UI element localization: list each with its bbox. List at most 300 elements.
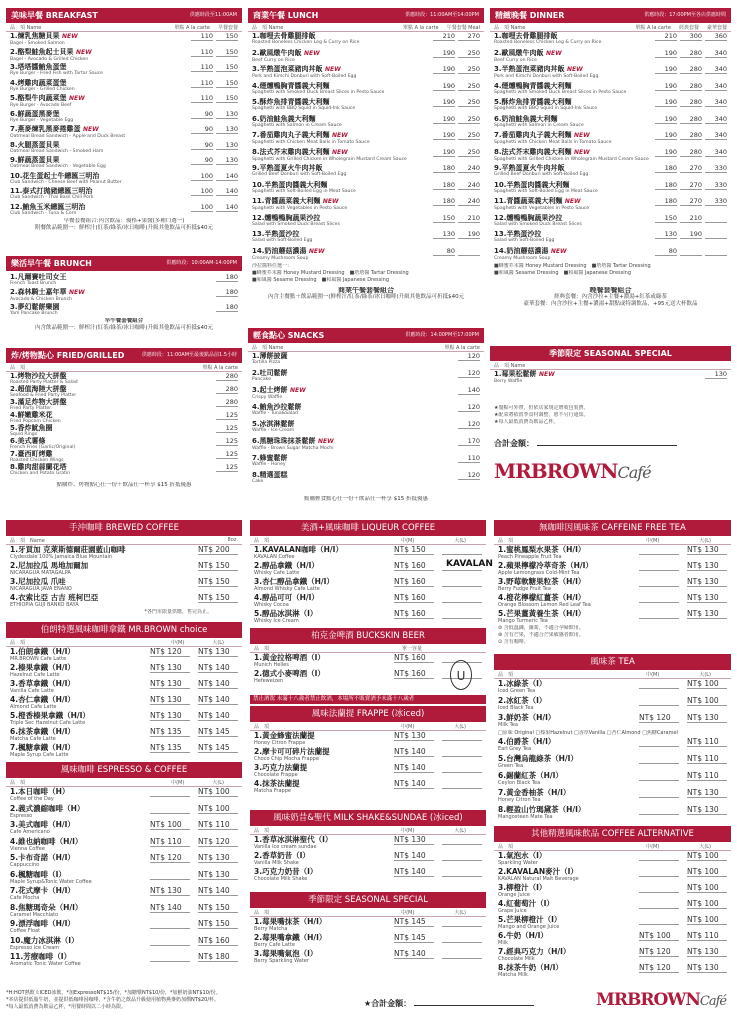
price-m: NT$ 140 <box>150 903 190 913</box>
drink-item <box>494 713 731 730</box>
drink-name: 3.巧克力法蘭提 <box>254 763 308 772</box>
col-l: 大(L) <box>454 724 466 730</box>
item-english: Salad with Soft-Boiled Egg <box>252 238 313 243</box>
drinks-logo <box>596 990 726 1010</box>
menu-item <box>490 115 731 132</box>
price-b: 250 <box>458 98 480 107</box>
item-name: 6.奶油鮭魚義大利麵 <box>252 114 316 123</box>
price-l: NT$ 180 <box>198 952 238 962</box>
item-name: 4.鮪魚沙拉鬆餅 <box>252 403 302 411</box>
item-name: 7.番茄雞肉丸子義大利麵 NEW <box>252 131 348 139</box>
price-l: NT$ 140 <box>198 886 238 896</box>
price-l: NT$ 140 <box>198 679 238 689</box>
espresso-section <box>6 762 242 969</box>
price-m: NT$ 130 <box>150 695 190 705</box>
kavalan-logo: KAVALAN <box>446 559 493 569</box>
menu-item <box>6 273 242 288</box>
item-name: 3.夢幻鬆餅樂園 <box>10 303 60 311</box>
brunch-note: 供應時段：10:00AM-14:00PM <box>166 260 237 266</box>
food-total <box>490 438 731 449</box>
drink-item <box>494 883 731 899</box>
item-prices <box>655 82 727 91</box>
item-prices <box>705 370 727 379</box>
item-prices <box>191 110 238 119</box>
price-m: NT$ 100 <box>150 820 190 830</box>
item-prices <box>191 141 238 150</box>
price-l <box>442 609 482 619</box>
menu-item <box>6 203 242 219</box>
drink-item <box>250 949 486 965</box>
drink-name: 10.魔力冰淇淋（I） <box>10 935 79 945</box>
item-prices <box>655 49 727 58</box>
price-m: NT$ 145 <box>394 917 434 927</box>
drink-name: 5.芒果柳橙汁（I） <box>498 915 562 924</box>
col-item: 品 項 <box>10 780 26 786</box>
price-a: 190 <box>433 98 455 107</box>
price-l <box>442 933 482 943</box>
drink-prices <box>639 737 727 747</box>
col-a: 單點 A la carte <box>174 25 210 31</box>
dinner-combo <box>490 287 731 308</box>
item-prices <box>216 398 238 407</box>
price-l <box>442 731 482 741</box>
drink-name: 2.香草奶昔（I） <box>254 851 310 860</box>
price-l: NT$ 110 <box>687 754 727 764</box>
drink-name: 1.莓果嘴抹茶（H/I） <box>254 917 327 926</box>
drink-english: Berry Fudge Fruit Tea <box>498 586 551 592</box>
drink-english: Triple Sec Hazelnut Cafe Latte <box>10 720 86 726</box>
choice-title: 伯朗特選風味咖啡拿鐵 MR.BROWN choice <box>40 625 208 635</box>
price-m: NT$ 160 <box>394 609 434 619</box>
price-m: NT$ 120 <box>150 853 190 863</box>
item-english: Spaghetti with Soft-Boiled Egg in Meat Sauce <box>252 188 356 194</box>
drink-name: 1.氣泡水（I） <box>498 851 547 860</box>
drink-prices <box>394 763 482 773</box>
item-english: Spaghetti with Salmon in Cream Sauce <box>494 122 584 128</box>
choice-colhead <box>6 638 242 647</box>
price-a: 110 <box>191 79 213 88</box>
col-l: 大(L) <box>212 780 224 786</box>
menu-item <box>248 454 484 471</box>
price-m: NT$ 130 <box>150 679 190 689</box>
price-a: 125 <box>216 437 238 446</box>
price-b: 280 <box>680 49 702 58</box>
item-name: 7.番茄雞肉丸子義大利麵 NEW <box>494 131 590 139</box>
item-english: Spaghetti with Grilled Chicken in Wholegrain Mustard Cream Sauce <box>252 156 407 162</box>
price-m: NT$ 140 <box>394 747 434 757</box>
drinks-logo-sub: Café <box>699 994 727 1009</box>
price-m: NT$ 160 <box>394 669 434 679</box>
menu-item <box>6 187 242 203</box>
item-english: Beef Curry on Rice <box>494 57 537 63</box>
item-prices <box>433 98 480 107</box>
price-b: 250 <box>458 49 480 58</box>
drinks-column-3 <box>494 520 731 990</box>
beer-colhead <box>250 644 486 653</box>
item-name: 11.泰式打拋豬總匯三明治 <box>10 187 93 195</box>
drink-name: 11.芳療咖啡（I） <box>10 952 72 961</box>
fried-section <box>6 348 242 489</box>
drink-english: Almond Whisky Cafe Latte <box>254 586 320 592</box>
item-name: 11.青醬蔬菜義大利麵 NEW <box>494 197 581 205</box>
drink-item <box>250 747 486 763</box>
frappe-header <box>250 706 486 722</box>
price-l: NT$ 130 <box>687 545 727 555</box>
espresso-colhead <box>6 778 242 787</box>
drinks-total-field[interactable] <box>414 1005 534 1006</box>
price-l <box>442 747 482 757</box>
drink-name: 8.輕盈山竹瑪黛茶（H/I） <box>498 805 586 814</box>
new-badge: NEW <box>317 438 334 445</box>
item-prices <box>433 131 480 140</box>
item-english: Rye Burger - Grilled Chicken <box>10 86 75 92</box>
price-a: 180 <box>655 164 677 173</box>
new-badge: NEW <box>68 289 85 296</box>
caffeinefree-legend-1 <box>494 625 731 632</box>
item-name: 12.燻鴨鴨胸蔬果沙拉 <box>252 213 321 222</box>
drink-item <box>6 804 242 821</box>
drink-prices <box>639 771 727 781</box>
lunch-list <box>248 32 484 263</box>
legend-1-text: 含低溫鍊，蘿蔔，不適合孕婦飲用。 <box>503 625 584 631</box>
drink-item <box>494 867 731 883</box>
drink-english: Iced Black Tea <box>498 705 534 711</box>
item-name: 1.煉乳焦糖貝果 NEW <box>10 32 78 40</box>
food-logo-sub: Café <box>617 463 651 482</box>
menu-item <box>6 424 242 437</box>
drink-name: 2.尼加拉瓜 馬地加爾加 <box>10 561 89 570</box>
price-l: NT$ 110 <box>687 931 727 941</box>
item-name: 12.燻鴨鴨胸蔬果沙拉 <box>494 213 563 222</box>
price-l: NT$ 150 <box>198 903 238 913</box>
seasonal-food-title: 季節限定 SEASONAL SPECIAL <box>549 349 672 358</box>
seasonal-food-header <box>490 346 731 361</box>
price-m: NT$ 130 <box>150 886 190 896</box>
liqueur-section <box>250 520 493 625</box>
drink-item <box>6 561 242 577</box>
col-l: 大(L) <box>699 844 711 850</box>
price-a: 125 <box>216 411 238 420</box>
drink-item <box>494 963 731 979</box>
drink-item <box>250 593 486 609</box>
fried-footer: 點購炸、烤物點心任一份＋飲品任一杯享 $15 折抵優惠 <box>56 482 192 488</box>
price-l: NT$ 100 <box>687 915 727 925</box>
menu-item <box>248 98 484 115</box>
menu-item <box>6 385 242 398</box>
drink-name: 4.伯爵茶（H/I） <box>498 737 556 746</box>
price-b: 150 <box>216 48 238 57</box>
breakfast-title: 美味早餐 BREAKFAST <box>11 11 98 20</box>
price-a: 125 <box>216 424 238 433</box>
drink-english: Matcha Frappe <box>254 788 291 794</box>
item-english: Roasted Party Platter & Salad <box>10 380 78 385</box>
drink-item <box>494 679 731 696</box>
price-a: 130 <box>433 230 455 239</box>
drink-item <box>250 577 486 593</box>
drink-prices <box>639 754 727 764</box>
shake-colhead <box>250 826 486 835</box>
col-b: 午餐套餐 Meal <box>446 25 480 31</box>
drink-english: Whisky Cocoa <box>254 602 289 608</box>
item-prices <box>655 230 727 239</box>
price-m <box>150 804 190 814</box>
item-prices <box>433 148 480 157</box>
price-m <box>639 593 679 603</box>
drink-name: 1.蜜桃鳳梨水果茶（H/I） <box>498 545 586 554</box>
item-english: French Toast Brunch <box>10 281 57 286</box>
price-b: 150 <box>216 79 238 88</box>
lunch-dressing-2: ■和風醬 Sesame Dressing ■和風醬 Japanese Dressing <box>252 277 390 283</box>
drink-prices <box>198 545 238 555</box>
price-m: NT$ 120 <box>639 947 679 957</box>
dinner-dressing-1: ■蜂蜜芥末醬 Honey Mustard Dressing ■塔塔醬 Tartar Dressing <box>494 263 651 269</box>
menu-item <box>248 164 484 181</box>
drink-name: 4.紅葡萄汁（I） <box>498 899 554 908</box>
drink-english: Hazelnut Cafe Latte <box>10 672 60 678</box>
food-total-field[interactable] <box>537 445 677 446</box>
item-english: Club Sandwich - Thai Basil Chili Pork <box>10 195 94 200</box>
drink-item <box>250 933 486 949</box>
drinks-menu <box>6 520 731 1020</box>
price-a: 190 <box>655 98 677 107</box>
drink-english: NICARAGUA MATAGALPA <box>10 570 71 576</box>
drink-english: Vanilla Cafe Latte <box>10 688 54 694</box>
drink-prices <box>639 577 727 587</box>
drink-english: Almond Cafe Latte <box>10 704 57 710</box>
price-l: NT$ 120 <box>198 837 238 847</box>
price-l <box>442 949 482 959</box>
item-prices <box>216 411 238 420</box>
price-l: NT$ 130 <box>198 853 238 863</box>
price-a: 210 <box>655 32 677 41</box>
drink-name: 5.卡布奇諾（H/I） <box>10 853 75 862</box>
drink-english: KAVALAN Coffee <box>254 554 295 560</box>
col-m: 中(M) <box>646 844 660 850</box>
item-prices <box>191 203 238 212</box>
item-prices <box>216 372 238 381</box>
item-prices <box>458 386 480 395</box>
item-name: 14.奶油蘑菇濃湯 NEW <box>494 246 567 255</box>
new-badge: NEW <box>289 387 306 394</box>
drink-prices <box>639 679 727 689</box>
item-prices <box>458 403 480 412</box>
item-name: 8.法式芥末雞肉義大利麵 NEW <box>494 147 590 156</box>
col-a: 單點 A la carte <box>403 25 439 31</box>
drink-name: 4.橙花檸檬紅薑茶（H/I） <box>498 593 586 602</box>
price-a: 100 <box>191 172 213 181</box>
liqueur-colhead <box>250 536 486 545</box>
drink-name: 2.KAVALAN麥汁（I） <box>498 867 578 876</box>
price-a: 190 <box>433 65 455 74</box>
lunch-title: 商業午餐 LUNCH <box>253 11 319 20</box>
menu-item <box>248 181 484 198</box>
drink-name: 6.錫蘭紅茶（H/I） <box>498 771 563 780</box>
drink-prices <box>639 931 727 941</box>
price-a: 190 <box>433 49 455 58</box>
drink-prices <box>150 711 238 721</box>
drink-prices <box>150 952 238 962</box>
seasonal-food-colhead <box>490 361 731 370</box>
brunch-list <box>6 271 242 318</box>
liqueur-header <box>250 520 486 536</box>
drink-prices <box>150 820 238 830</box>
price-c: 340 <box>705 98 727 107</box>
item-prices <box>458 352 480 361</box>
price-b: 190 <box>458 230 480 239</box>
price-a: 90 <box>191 156 213 165</box>
menu-item <box>248 197 484 214</box>
drink-name: 1.黃金蜂蜜法蘭提 <box>254 731 315 740</box>
item-name: 5.酥炸魚排青醬義大利麵 <box>494 98 572 106</box>
drink-name: 1.牙買加 克萊斯德爾莊園藍山咖啡 <box>10 545 126 554</box>
brunch-footer-1: 早午餐套餐組合 <box>104 318 144 324</box>
item-prices <box>655 181 727 190</box>
footnote-1: *H:HOT熱飲 I:ICED冰飲。*加ExpressoNT$15/份，*加糖漿NT$10/份，*加鮮奶油NT$10/份。 <box>6 990 221 996</box>
price-a: 110 <box>191 63 213 72</box>
menu-item <box>248 471 484 488</box>
new-badge: NEW <box>324 66 341 73</box>
drink-name: 3.鮮奶茶（H/I） <box>498 713 556 722</box>
drink-item <box>6 919 242 936</box>
drink-english: Peach Pineapple Fruit Tea <box>498 554 562 560</box>
price-c: 340 <box>705 148 727 157</box>
item-prices <box>458 454 480 463</box>
item-english: Squid Rings <box>10 432 38 437</box>
seasonal-drink-section <box>250 892 486 965</box>
item-prices <box>191 94 238 103</box>
item-english: Club Sandwich - Cheese Beef with Peanut Butter <box>10 179 122 185</box>
item-english: Spaghetti with Chicken Meat Balls in Tomato Sauce <box>494 140 612 145</box>
menu-item <box>6 94 242 110</box>
price-l <box>442 917 482 927</box>
frappe-section <box>250 706 486 795</box>
menu-item <box>6 63 242 79</box>
price-b: 240 <box>458 164 480 173</box>
price-b <box>680 247 702 256</box>
drink-item <box>494 931 731 947</box>
item-english: Spaghetti with Salmon in Cream Sauce <box>252 122 342 128</box>
food-logo <box>490 459 731 483</box>
drink-english: Whisky Ice Cream <box>254 618 299 624</box>
col-l: 大(L) <box>699 672 711 678</box>
drink-english: Mango and Orange Juice <box>498 924 560 930</box>
price-l: NT$ 130 <box>198 870 238 880</box>
drink-name: 3.尼加拉瓜 爪哇 <box>10 577 66 586</box>
menu-item <box>248 420 484 437</box>
menu-item <box>248 115 484 132</box>
item-english: Oatmeal Bread Sandwich - Apple and Duck Breast <box>10 134 126 139</box>
item-english: Spaghetti with Grilled Chicken in Wholegrain Mustard Cream Sauce <box>494 156 649 162</box>
item-name: 6.美式薯條 <box>10 437 46 445</box>
brunch-title: 樂活早午餐 BRUNCH <box>11 259 92 268</box>
col-b: 經典套餐 <box>678 25 699 31</box>
drink-prices <box>198 561 238 571</box>
item-english: Salad with Soft-Boiled Egg <box>494 238 555 243</box>
item-english: Seafood & Fried Party Platter <box>10 393 77 398</box>
item-name: 3.塔塔醬鮪魚蛋堡 <box>10 63 67 71</box>
col-item: 品 項 Name <box>252 345 284 351</box>
drink-item <box>6 903 242 920</box>
price-m <box>639 754 679 764</box>
col-item: 品 項 Name <box>494 25 526 31</box>
dinner-list <box>490 32 731 263</box>
price-b: 150 <box>216 63 238 72</box>
price-b: 130 <box>216 156 238 165</box>
item-prices <box>458 471 480 480</box>
item-name: 7.臺西町烤雞 <box>10 450 53 458</box>
drink-english: Vienna Coffee <box>10 845 45 852</box>
drink-item <box>494 788 731 805</box>
price-a: 190 <box>655 82 677 91</box>
new-badge: NEW <box>322 198 339 205</box>
price-a: 90 <box>191 125 213 134</box>
price-m: NT$ 110 <box>150 837 190 847</box>
item-english: Pancake <box>252 377 271 382</box>
drink-english: Mangosteen Mate Tea <box>498 814 553 820</box>
price-m: NT$ 130 <box>394 731 434 741</box>
price-a: 190 <box>433 131 455 140</box>
price-a: 100 <box>191 187 213 196</box>
price-a: 120 <box>458 403 480 412</box>
price-m <box>639 696 679 706</box>
item-english: Rye Burger - Avocado Beef <box>10 103 72 108</box>
brewed-list <box>6 545 242 609</box>
drink-item <box>250 763 486 779</box>
tea-syrup-options: □原味 Original □榛果Hazelnut □香草Vanilla □杏仁Almond □焦糖Caramel <box>498 730 678 736</box>
item-name: 9.平熟蛋夏火牛肉丼飯 <box>252 164 323 172</box>
menu-item <box>248 386 484 403</box>
seasonal-food-list <box>490 370 731 385</box>
drink-item <box>6 743 242 759</box>
item-name: 7.蜂蜜鬆餅 <box>252 454 288 462</box>
item-name: 6.鮮蔬蛋黑麥堡 <box>10 109 60 118</box>
drink-english: Chocolate Milk Shake <box>254 876 308 882</box>
caffeinefree-legend-2 <box>494 632 731 639</box>
price-b: 190 <box>680 230 702 239</box>
col-m: 中(M) <box>646 672 660 678</box>
price-l: NT$ 100 <box>198 804 238 814</box>
drink-english: Berry Matcha <box>254 926 288 932</box>
item-name: 4.烤雞肉蔬菜蛋堡 <box>10 78 67 87</box>
drink-prices <box>394 609 482 619</box>
drink-prices <box>639 805 727 815</box>
price-m <box>150 952 190 962</box>
drink-item <box>6 679 242 695</box>
price-b: 280 <box>680 98 702 107</box>
price-l: NT$ 100 <box>687 679 727 689</box>
item-name: 8.精選蛋糕 <box>252 471 288 479</box>
breakfast-colhead <box>6 23 242 32</box>
item-name: 2.超值海陸大拼盤 <box>10 385 67 393</box>
item-english: Roasted Boneless Chicken Leg & Curry on Rice <box>252 40 360 45</box>
item-name: 5.酪梨牛肉蔬菜堡 NEW <box>10 94 85 102</box>
price-l: NT$ 130 <box>687 788 727 798</box>
item-english: Yam Pancake Brunch <box>10 311 58 316</box>
price-a: 180 <box>433 181 455 190</box>
price-b: 210 <box>680 214 702 223</box>
drink-item <box>6 952 242 969</box>
price-m <box>639 679 679 689</box>
drink-prices <box>394 747 482 757</box>
item-prices <box>458 437 480 446</box>
new-badge: NEW <box>82 126 99 133</box>
item-name: 11.青醬蔬菜義大利麵 NEW <box>252 197 339 205</box>
item-english: Spaghetti with Smoked Duck Breast Slices in Pesto Sauce <box>252 89 385 95</box>
price-l <box>442 851 482 861</box>
drink-item <box>250 835 486 851</box>
price-b: 250 <box>458 131 480 140</box>
price-a: 190 <box>655 131 677 140</box>
